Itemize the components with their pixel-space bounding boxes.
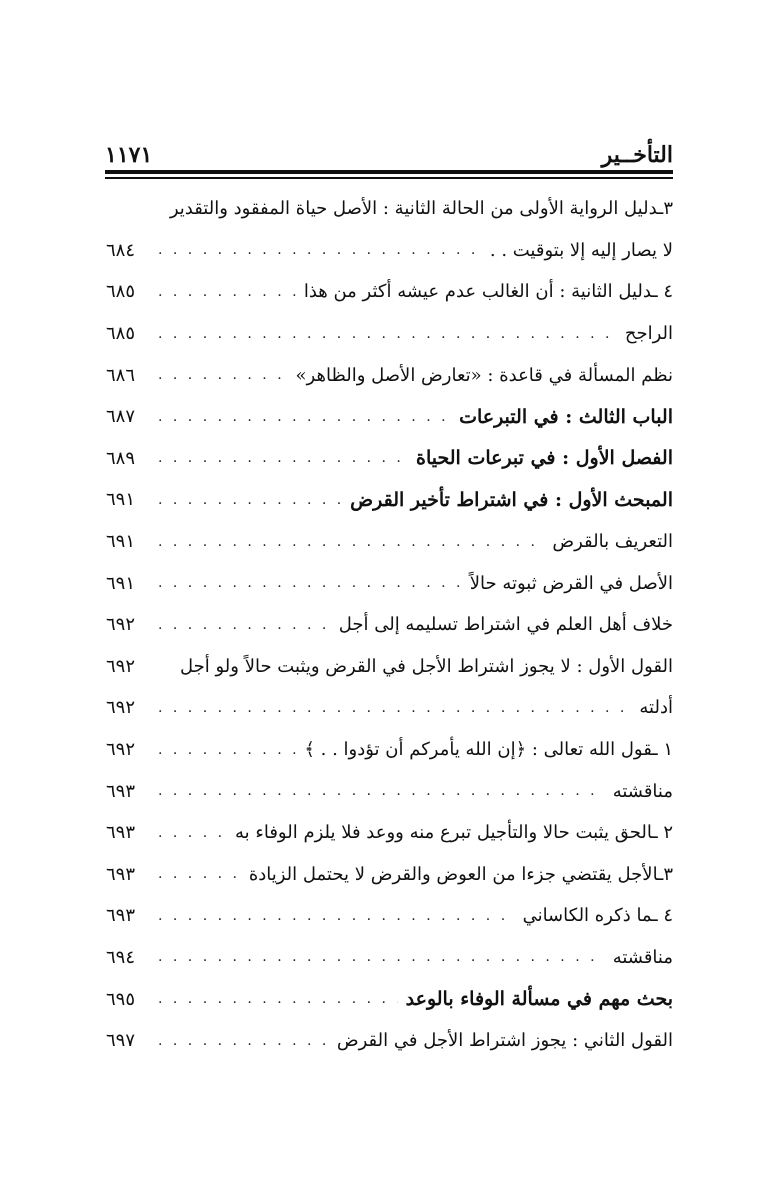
toc-entry: [106, 479, 673, 521]
toc-entry: [106, 271, 673, 313]
toc-entry: [106, 562, 673, 604]
toc-entry: [106, 438, 673, 480]
dot-leader: [158, 866, 241, 882]
toc-entry-page: ٦٩٣: [106, 905, 136, 927]
toc-entry: [106, 354, 673, 396]
toc-entry-title: الباب الثالث : في التبرعات: [459, 405, 673, 428]
toc-entry-title: مناقشته: [612, 780, 673, 802]
toc-entry: [106, 521, 673, 563]
toc-entry-page: ٦٩١: [106, 531, 136, 553]
dot-leader: [158, 1033, 329, 1049]
toc-entry-title: المبحث الأول : في اشتراط تأخير القرض: [350, 488, 673, 511]
toc-entry-title: نظم المسألة في قاعدة : «تعارض الأصل والظاهر»: [295, 364, 673, 386]
toc-entry: [106, 729, 673, 771]
toc-entry-page: ٦٩٢: [106, 655, 136, 677]
toc-entry: [106, 687, 673, 729]
toc-entry-title: لا يصار إليه إلا بتوقيت . .: [489, 239, 673, 261]
toc-entry: [106, 812, 673, 854]
toc-entry-page: ٦٨٥: [106, 281, 136, 303]
dot-leader: [158, 742, 296, 758]
toc-entry-page: ٦٩٥: [106, 988, 136, 1010]
toc-entry: [106, 937, 673, 979]
toc-entry-page: ٦٨٦: [106, 364, 136, 386]
toc-entry-page: ٦٩٧: [106, 1030, 136, 1052]
toc-entry: [106, 978, 673, 1020]
toc-entry: [106, 230, 673, 272]
toc-entry-page: ٦٩٤: [106, 946, 136, 968]
toc-entry: [106, 854, 673, 896]
dot-leader: [158, 409, 451, 425]
toc-entry-title: الراجح: [624, 323, 673, 345]
toc-entry-title: الأصل في القرض ثبوته حالاً: [469, 572, 673, 594]
dot-leader: [158, 949, 605, 965]
toc-entry: [106, 604, 673, 646]
toc-entry-title: ٣ـدليل الرواية الأولى من الحالة الثانية : الأصل حياة المفقود والتقدير: [169, 198, 673, 220]
dot-leader: [158, 575, 462, 591]
toc-entry-title: الفصل الأول : في تبرعات الحياة: [416, 447, 673, 470]
dot-leader: [158, 617, 331, 633]
toc-entry-title: القول الأول : لا يجوز اشتراط الأجل في القرض ويثبت حالاً ولو أجل: [180, 655, 673, 677]
dot-leader: [158, 534, 544, 550]
toc-entry-title: ١ ـقول الله تعالى : ﴿إن الله يأمركم أن تؤدوا . . ﴾: [304, 739, 673, 761]
dot-leader: [158, 908, 515, 924]
toc-entry-page: ٦٩١: [106, 572, 136, 594]
toc-entry-title: ٤ ـما ذكره الكاساني: [522, 905, 673, 927]
toc-entry-page: ٦٩٢: [106, 739, 136, 761]
page-number: ١١٧١: [105, 142, 153, 168]
dot-leader: [158, 492, 342, 508]
dot-leader: [158, 450, 408, 466]
table-of-contents: [106, 188, 673, 1061]
toc-entry-title: القول الثاني : يجوز اشتراط الأجل في القرض: [336, 1030, 673, 1052]
dot-leader: [158, 783, 605, 799]
toc-entry-page: ٦٩٣: [106, 822, 136, 844]
toc-entry-title: أدلته: [639, 697, 673, 719]
toc-entry-page: ٦٨٧: [106, 406, 136, 428]
dot-leader: [158, 367, 288, 383]
toc-entry-page: ٦٨٤: [106, 239, 136, 261]
toc-entry: [106, 770, 673, 812]
toc-entry-title: ٤ ـدليل الثانية : أن الغالب عدم عيشه أكثر من هذا: [303, 281, 673, 303]
dot-leader: [158, 242, 482, 258]
toc-entry-title: بحث مهم في مسألة الوفاء بالوعد: [405, 988, 673, 1011]
toc-entry: [106, 1020, 673, 1062]
toc-entry-page: ٦٩٢: [106, 614, 136, 636]
running-header: [105, 128, 673, 168]
running-title: التأخــير: [601, 142, 673, 168]
toc-entry-title: ٢ ـالحق يثبت حالا والتأجيل تبرع منه ووعد فلا يلزم الوفاء به: [235, 822, 673, 844]
toc-entry: [106, 188, 673, 230]
toc-entry-page: ٦٩٢: [106, 697, 136, 719]
toc-entry: [106, 396, 673, 438]
toc-entry-title: خلاف أهل العلم في اشتراط تسليمه إلى أجل: [338, 614, 673, 636]
dot-leader: [158, 326, 617, 342]
toc-entry-page: ٦٨٩: [106, 447, 136, 469]
toc-entry-page: ٦٩٣: [106, 780, 136, 802]
header-thin-rule: [105, 177, 673, 179]
header-thick-rule: [105, 170, 673, 174]
toc-entry: [106, 895, 673, 937]
dot-leader: [158, 700, 631, 716]
toc-entry-title: التعريف بالقرض: [552, 531, 673, 553]
toc-entry-page: ٦٩٣: [106, 863, 136, 885]
toc-entry-page: ٦٨٥: [106, 323, 136, 345]
toc-entry-title: مناقشته: [612, 946, 673, 968]
toc-entry-title: ٣ـالأجل يقتضي جزءا من العوض والقرض لا يحتمل الزيادة: [248, 863, 673, 885]
toc-entry-page: ٦٩١: [106, 489, 136, 511]
toc-entry: [106, 313, 673, 355]
dot-leader: [158, 284, 296, 300]
dot-leader: [158, 991, 398, 1007]
dot-leader: [158, 825, 227, 841]
toc-entry: [106, 646, 673, 688]
